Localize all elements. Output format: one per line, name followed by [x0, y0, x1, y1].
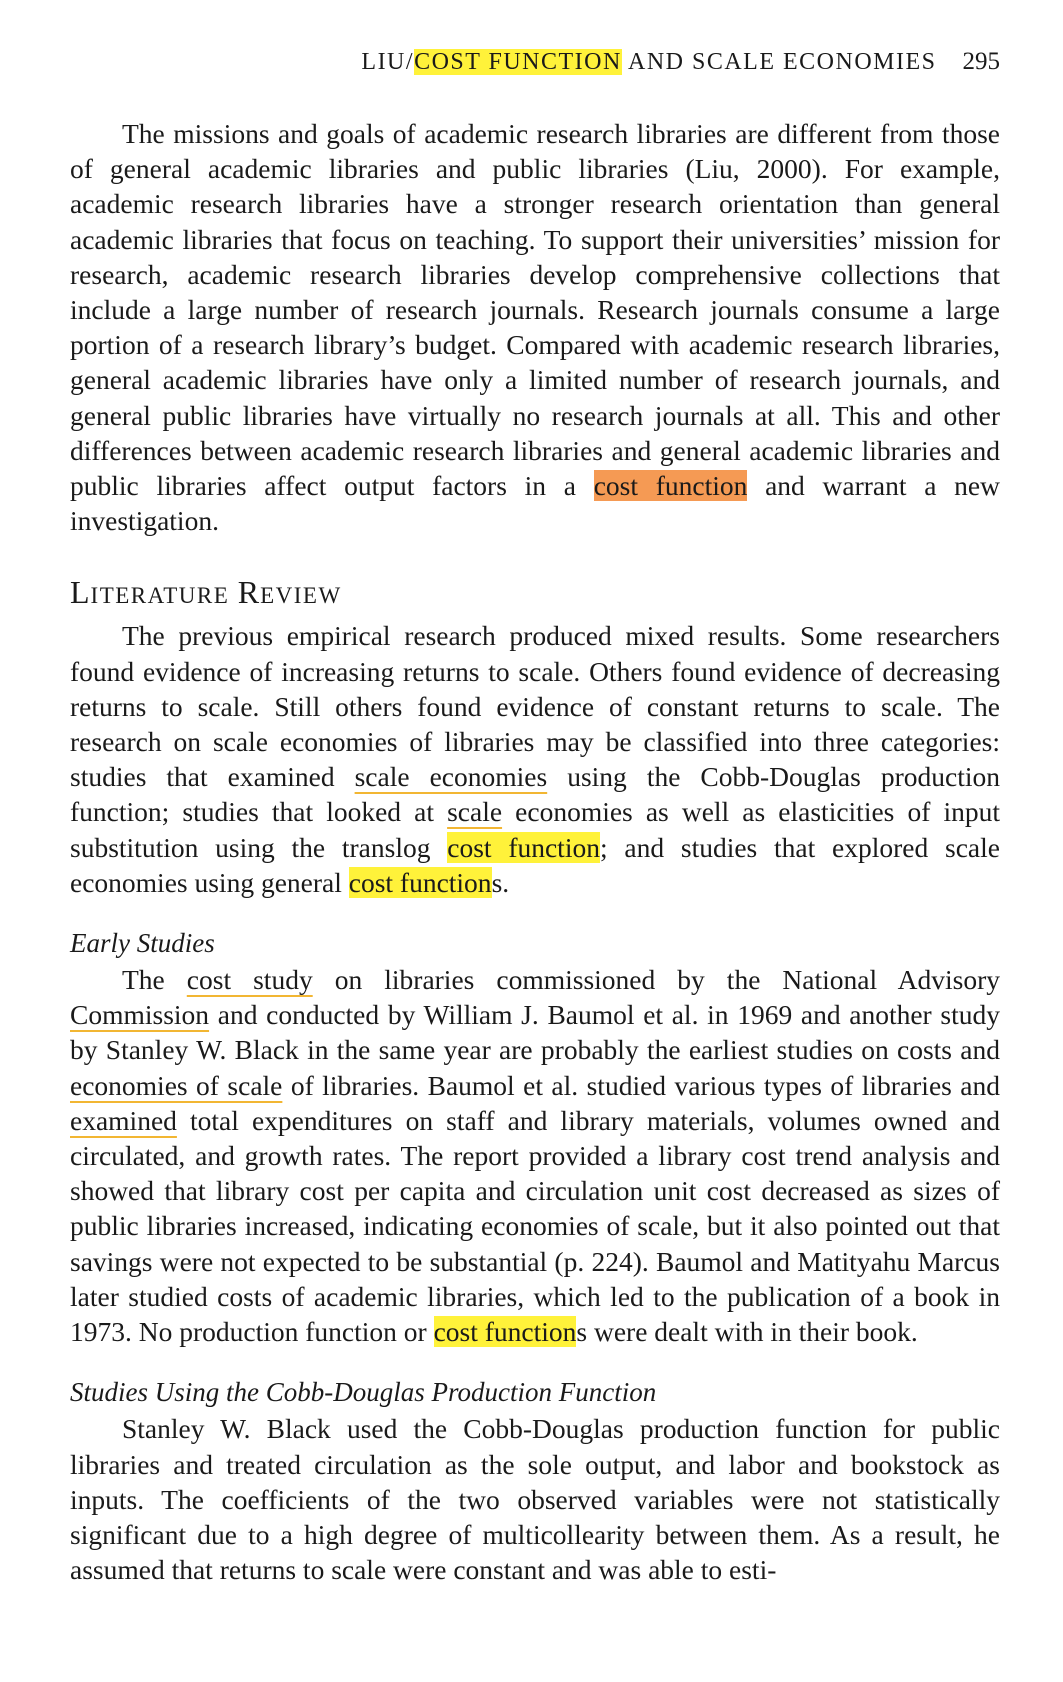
text-run: using the Cobb-Douglas production function; studies that looked at: [70, 761, 1001, 828]
text-run: s.: [491, 866, 510, 898]
page: [70, 40, 1000, 1587]
running-head-highlight: COST FUNCTION: [414, 49, 622, 75]
pen-underline: examined: [70, 1104, 177, 1136]
running-head-suffix: AND SCALE ECONOMIES: [621, 49, 937, 75]
cobb-douglas-heading: Studies Using the Cobb-Douglas Production Function: [70, 1377, 657, 1408]
text-run: s were dealt with in their book.: [576, 1316, 918, 1348]
text-run: and warrant a new investigation.: [70, 470, 1000, 537]
text-run: on libraries commissioned by the National Advisory: [312, 964, 1000, 996]
pen-underline: cost study: [186, 964, 313, 996]
running-head-prefix: LIU/: [361, 49, 415, 75]
running-head: [70, 40, 1000, 84]
text-run: The previous empirical research produced mixed results. Some researchers found evidence of increasing returns to scale. Others found evidence of decreasing returns to scale. Still others found evidence of constant returns to scale. The research on scale economies of libraries may be classified into three categories: studies that examined: [70, 620, 1000, 793]
intro-paragraph: [70, 116, 1000, 538]
heading-cap: R: [237, 574, 261, 611]
heading-smallcaps: EVIEW: [260, 583, 342, 609]
yellow-highlight: cost function: [348, 866, 492, 898]
text-run: total expenditures on staff and library materials, volumes owned and circulated, and growth rates. The report provided a library cost trend analysis and showed that library cost per capita and circulation unit cost decreased as sizes of public libraries increased, indicating economies of scale, but it also pointed out that savings were not expected to be substantial (p. 224). Baumol and Matityahu Marcus later studied costs of academic libraries, which led to the publication of a book in 1973. No production function or: [70, 1104, 1000, 1348]
text-run: of libraries. Baumol et al. studied various types of libraries and: [282, 1069, 1001, 1101]
text-run: The missions and goals of academic research libraries are different from those of general academic libraries and public libraries (Liu, 2000). For example, academic research libraries have a stronger research orientation than general academic libraries that focus on teaching. To support their universities’ mission for research, academic research libraries develop comprehensive collections that include a large number of research journals. Research journals consume a large portion of a research library’s budget. Compared with academic research libraries, general academic libraries have only a limited number of research journals, and general public libraries have virtually no research journals at all. This and other differences between academic research libraries and general academic libraries and public libraries affect output factors in a: [70, 118, 1000, 502]
heading-cap: L: [70, 574, 91, 611]
early-studies-heading: Early Studies: [70, 928, 215, 959]
literature-review-paragraph: [70, 618, 1000, 900]
literature-review-heading: [70, 574, 1000, 614]
pen-underline: scale economies: [354, 761, 548, 793]
cobb-douglas-paragraph: Stanley W. Black used the Cobb-Douglas production function for public libraries and treated circulation as the sole output, and labor and bookstock as inputs. The coefficients of the two observed variables were not statistically significant due to a high degree of multicollearity between them. As a result, he assumed that returns to scale were constant and was able to esti-: [70, 1413, 1000, 1586]
text-run: economies as well as elasticities of input substitution using the translog: [70, 796, 1000, 863]
text-run: ; and studies that explored scale economies using general: [70, 831, 1000, 898]
text-run: The: [122, 964, 187, 996]
early-studies-paragraph: [70, 962, 1000, 1349]
orange-highlight: cost function: [593, 470, 748, 502]
pen-underline: scale: [447, 796, 503, 828]
pen-underline: economies of scale: [70, 1069, 283, 1101]
pen-underline: Commission: [70, 999, 210, 1031]
yellow-highlight: cost function: [433, 1316, 577, 1348]
heading-smallcaps: ITERATURE: [90, 583, 230, 609]
page-number: 295: [962, 48, 1000, 75]
yellow-highlight: cost function: [447, 831, 600, 863]
text-run: and conducted by William J. Baumol et al. in 1969 and another study by Stanley W. Black in the same year are probably the earliest studies on costs and: [70, 999, 1000, 1066]
